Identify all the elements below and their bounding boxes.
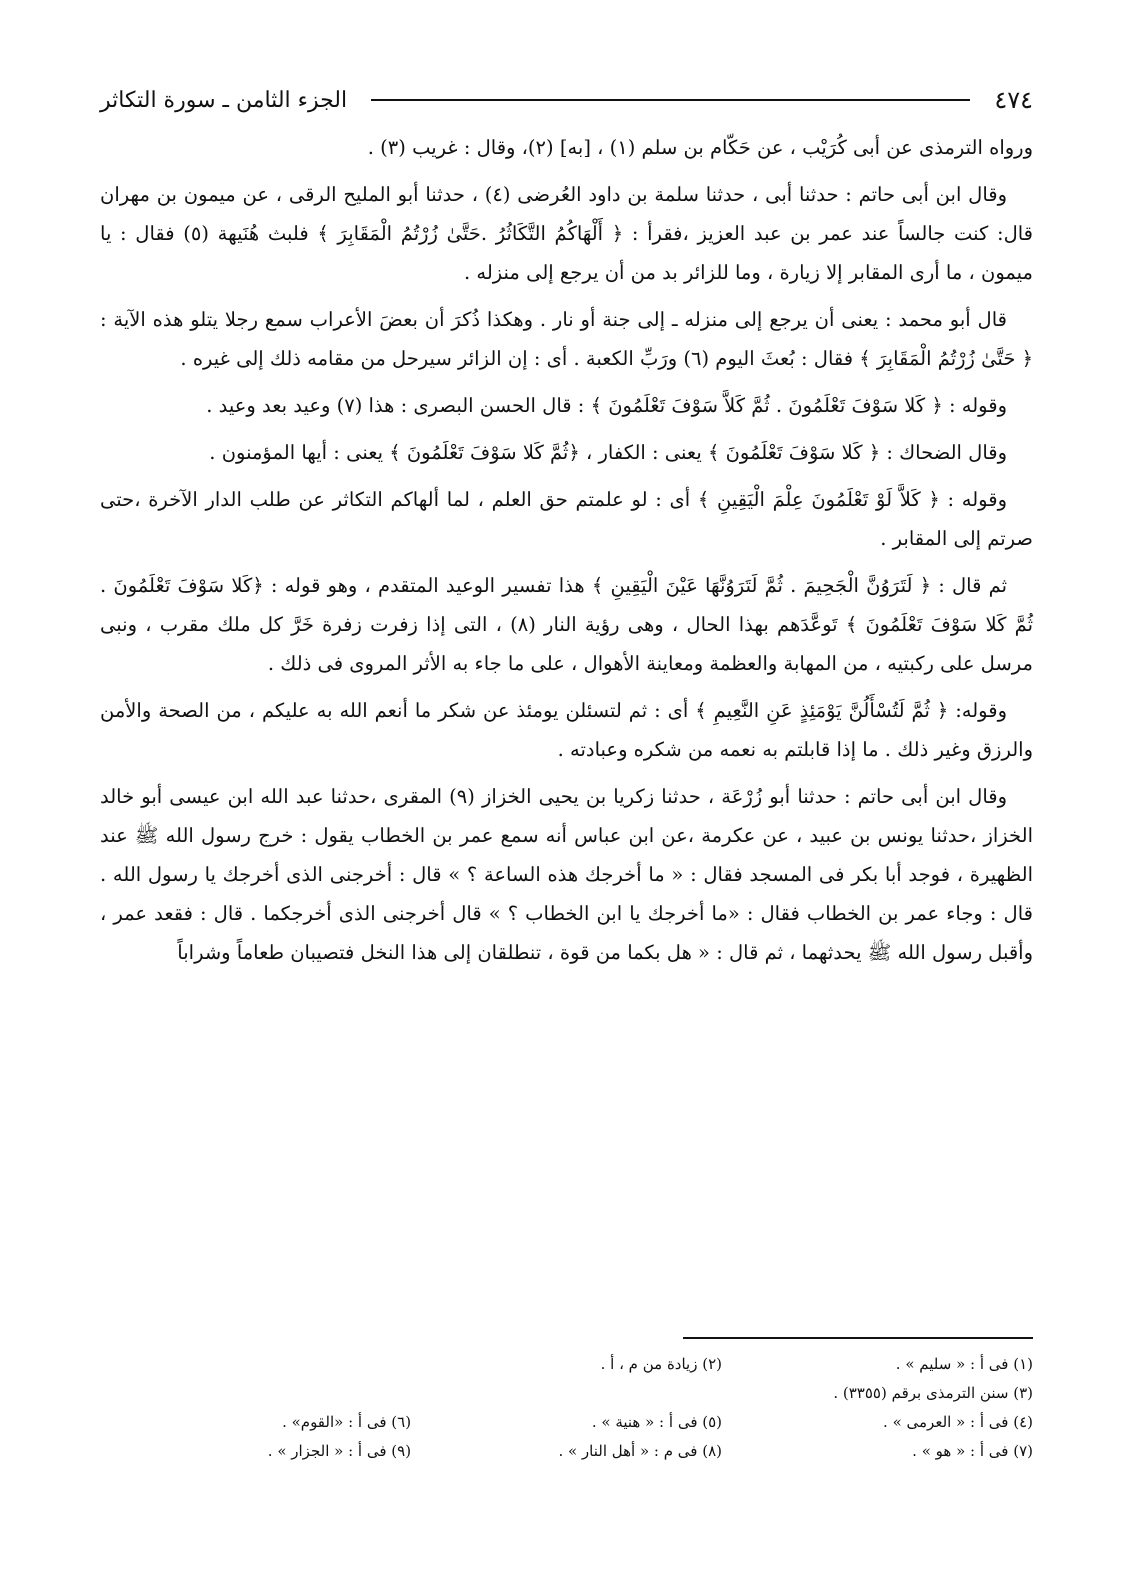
footnote xyxy=(100,1350,411,1379)
footnote xyxy=(411,1379,722,1408)
footnote-divider xyxy=(683,1337,1033,1339)
footnotes xyxy=(100,1350,1033,1466)
footnote-row xyxy=(100,1350,1033,1379)
paragraph: وقوله: ﴿ ثُمَّ لَتُسْأَلُنَّ يَوْمَئِذٍ عَنِ النَّعِيمِ ﴾ أى : ثم لتسئلن يومئذ عن شكر ما أنعم الله به عليكم ، من الصحة والأمن والرزق وغير ذلك . ما إذا قابلتم به نعمه من شكره وعبادته . xyxy=(100,699,1033,761)
paragraph: ورواه الترمذى عن أبى كُرَيْب ، عن حَكّام بن سلم (١) ، [به] (٢)، وقال : غريب (٣) . xyxy=(367,136,1033,159)
footnote-row xyxy=(100,1437,1033,1466)
paragraph: وقال ابن أبى حاتم : حدثنا أبو زُرْعَة ، حدثنا زكريا بن يحيى الخزاز (٩) المقرى ،حدثنا عبد الله ابن عيسى أبو خالد الخزاز ،حدثنا يونس بن عبيد ، عن عكرمة ،عن ابن عباس أنه سمع عمر بن الخطاب يقول : خرج رسول الله ﷺ عند الظهيرة ، فوجد أبا بكر فى المسجد فقال : « ما أخرجك هذه الساعة ؟ » قال : أخرجنى الذى أخرجك يا رسول الله . قال : وجاء عمر بن الخطاب فقال : «ما أخرجك يا ابن الخطاب ؟ » قال أخرجنى الذى أخرجكما . قال : فقعد عمر ، وأقبل رسول الله ﷺ يحدثهما ، ثم قال : « هل بكما من قوة ، تنطلقان إلى هذا النخل فتصيبان طعاماً وشراباً xyxy=(100,785,1033,964)
paragraph: وقوله : ﴿ كَلا سَوْفَ تَعْلَمُونَ . ثُمَّ كَلاَّ سَوْفَ تَعْلَمُونَ ﴾ : قال الحسن البصرى : هذا (٧) وعيد بعد وعيد . xyxy=(206,394,1007,417)
header-rule xyxy=(371,99,970,101)
paragraph: ثم قال : ﴿ لَتَرَوُنَّ الْجَحِيمَ . ثُمَّ لَتَرَوُنَّهَا عَيْنَ الْيَقِينِ ﴾ هذا تفسير الوعيد المتقدم ، وهو قوله : ﴿كَلا سَوْفَ تَعْلَمُونَ . ثُمَّ كَلا سَوْفَ تَعْلَمُونَ ﴾ تَوعَّدَهم بهذا الحال ، وهى رؤية النار (٨) ، التى إذا زفرت زفرة خَرَّ كل ملك مقرب ، ونبى مرسل على ركبتيه ، من المهابة والعظمة ومعاينة الأهوال ، على ما جاء به الأثر المروى فى ذلك . xyxy=(100,574,1033,675)
footnote: (٢) زيادة من م ، أ . xyxy=(600,1355,723,1373)
running-title: الجزء الثامن ـ سورة التكاثر xyxy=(100,87,348,113)
footnote: (١) فى أ : « سليم » . xyxy=(895,1355,1033,1373)
footnote-row xyxy=(100,1379,1033,1408)
footnote: (٥) فى أ : « هنية » . xyxy=(591,1413,723,1431)
footnote: (٨) فى م : « أهل النار » . xyxy=(558,1442,723,1460)
footnote: (٩) فى أ : « الجزار » . xyxy=(267,1442,412,1460)
paragraph: قال أبو محمد : يعنى أن يرجع إلى منزله ـ إلى جنة أو نار . وهكذا ذُكرَ أن بعضَ الأعراب سمع رجلا يتلو هذه الآية : ﴿ حَتَّىٰ زُرْتُمُ الْمَقَابِرَ ﴾ فقال : بُعثَ اليوم (٦) ورَبِّ الكعبة . أى : إن الزائر سيرحل من مقامه ذلك إلى غيره . xyxy=(100,308,1033,370)
paragraph: وقوله : ﴿ كَلاَّ لَوْ تَعْلَمُونَ عِلْمَ الْيَقِينِ ﴾ أى : لو علمتم حق العلم ، لما ألهاكم التكاثر عن طلب الدار الآخرة ،حتى صرتم إلى المقابر . xyxy=(100,488,1033,550)
footnote: (٣) سنن الترمذى برقم (٣٣٥٥) . xyxy=(833,1384,1033,1402)
page-header xyxy=(100,80,1033,120)
footnote-row xyxy=(100,1408,1033,1437)
main-text xyxy=(100,128,1033,980)
footnote xyxy=(100,1379,411,1408)
footnote: (٤) فى أ : « العرمى » . xyxy=(883,1413,1033,1431)
page-number: ٤٧٤ xyxy=(994,86,1033,114)
paragraph: وقال ابن أبى حاتم : حدثنا أبى ، حدثنا سلمة بن داود العُرضى (٤) ، حدثنا أبو المليح الرقى ، عن ميمون بن مهران قال: كنت جالساً عند عمر بن عبد العزيز ،فقرأ : ﴿ أَلْهَاكُمُ التَّكَاثُرُ .حَتَّىٰ زُرْتُمُ الْمَقَابِرَ ﴾ فلبث هُنَيهة (٥) فقال : يا ميمون ، ما أرى المقابر إلا زيارة ، وما للزائر بد من أن يرجع إلى منزله . xyxy=(100,183,1033,284)
paragraph: وقال الضحاك : ﴿ كَلا سَوْفَ تَعْلَمُونَ ﴾ يعنى : الكفار ، ﴿ثُمَّ كَلا سَوْفَ تَعْلَمُونَ ﴾ يعنى : أيها المؤمنون . xyxy=(209,441,1007,464)
footnote: (٦) فى أ : «القوم» . xyxy=(282,1413,412,1431)
footnote: (٧) فى أ : « هو » . xyxy=(912,1442,1033,1460)
